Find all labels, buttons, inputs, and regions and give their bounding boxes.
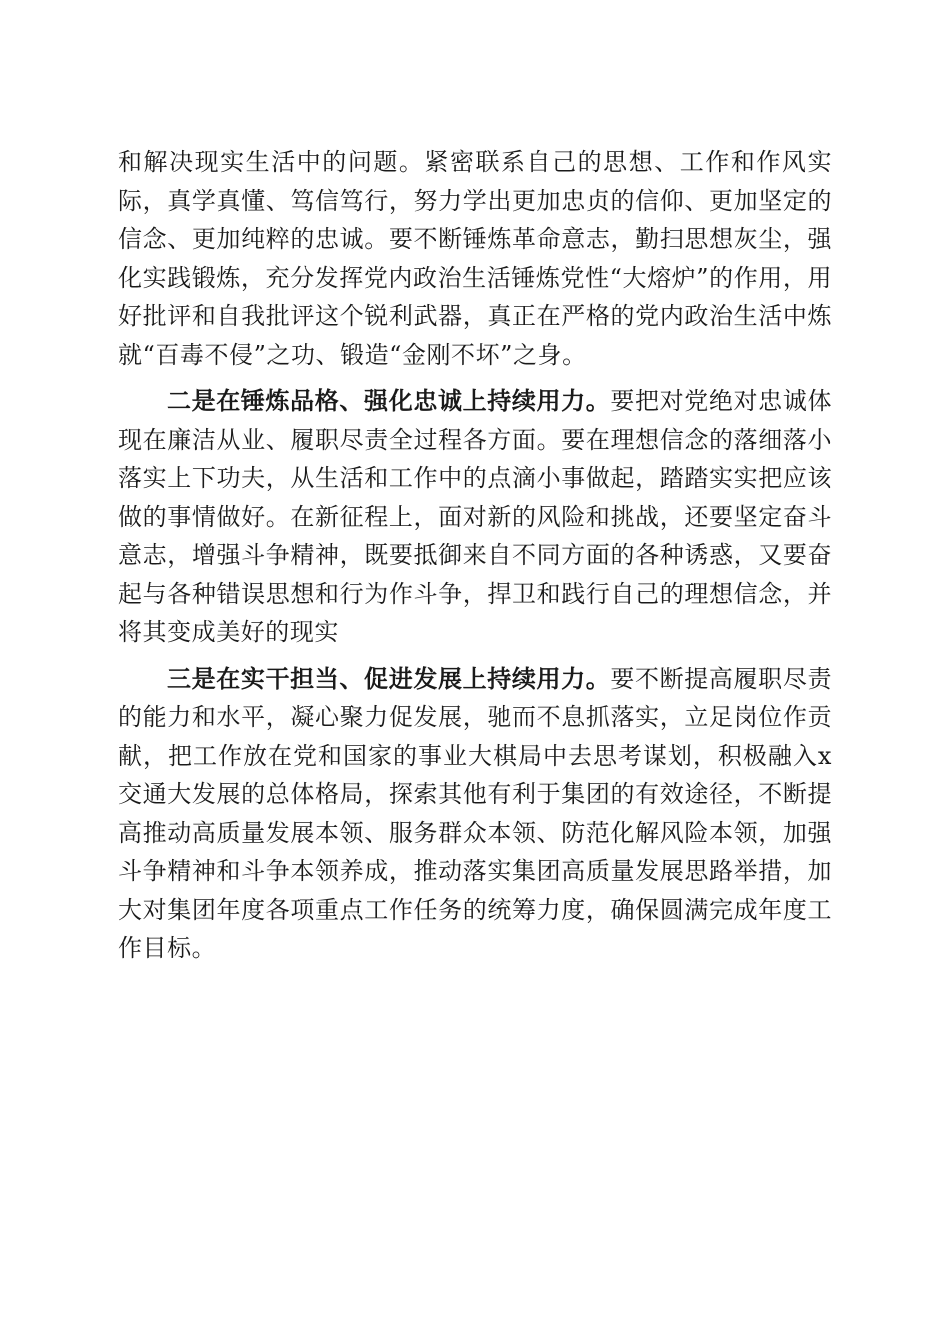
paragraph-point-two <box>118 382 832 652</box>
paragraph-2-lead: 二是在锤炼品格、强化忠诚上持续用力。 <box>167 387 611 415</box>
paragraph-point-three <box>118 660 832 968</box>
paragraph-1-text: 和解决现实生活中的问题。紧密联系自己的思想、工作和作风实际，真学真懂、笃信笃行，努力学出更加忠贞的信仰、更加坚定的信念、更加纯粹的忠诚。要不断锤炼革命意志，勤扫思想灰尘，强化实践锻炼，充分发挥党内政治生活锤炼党性“大熔炉”的作用，用好批评和自我批评这个锐利武器，真正在严格的党内政治生活中炼就“百毒不侵”之功、锻造“金刚不坏”之身。 <box>118 148 832 369</box>
paragraph-2-text: 要把对党绝对忠诚体现在廉洁从业、履职尽责全过程各方面。要在理想信念的落细落小落实上下功夫，从生活和工作中的点滴小事做起，踏踏实实把应该做的事情做好。在新征程上，面对新的风险和挑战，还要坚定奋斗意志，增强斗争精神，既要抵御来自不同方面的各种诱惑，又要奋起与各种错误思想和行为作斗争，捍卫和践行自己的理想信念，并将其变成美好的现实 <box>118 387 832 646</box>
document-page <box>118 143 832 976</box>
paragraph-3-lead: 三是在实干担当、促进发展上持续用力。 <box>167 664 611 693</box>
paragraph-3-text: 要不断提高履职尽责的能力和水平，凝心聚力促发展，驰而不息抓落实，立足岗位作贡献，把工作放在党和国家的事业大棋局中去思考谋划，积极融入x交通大发展的总体格局，探索其他有利于集团的有效途径，不断提高推动高质量发展本领、服务群众本领、防范化解风险本领，加强斗争精神和斗争本领养成，推动落实集团高质量发展思路举措，加大对集团年度各项重点工作任务的统筹力度，确保圆满完成年度工作目标。 <box>118 664 832 962</box>
paragraph-continuation <box>118 143 832 374</box>
